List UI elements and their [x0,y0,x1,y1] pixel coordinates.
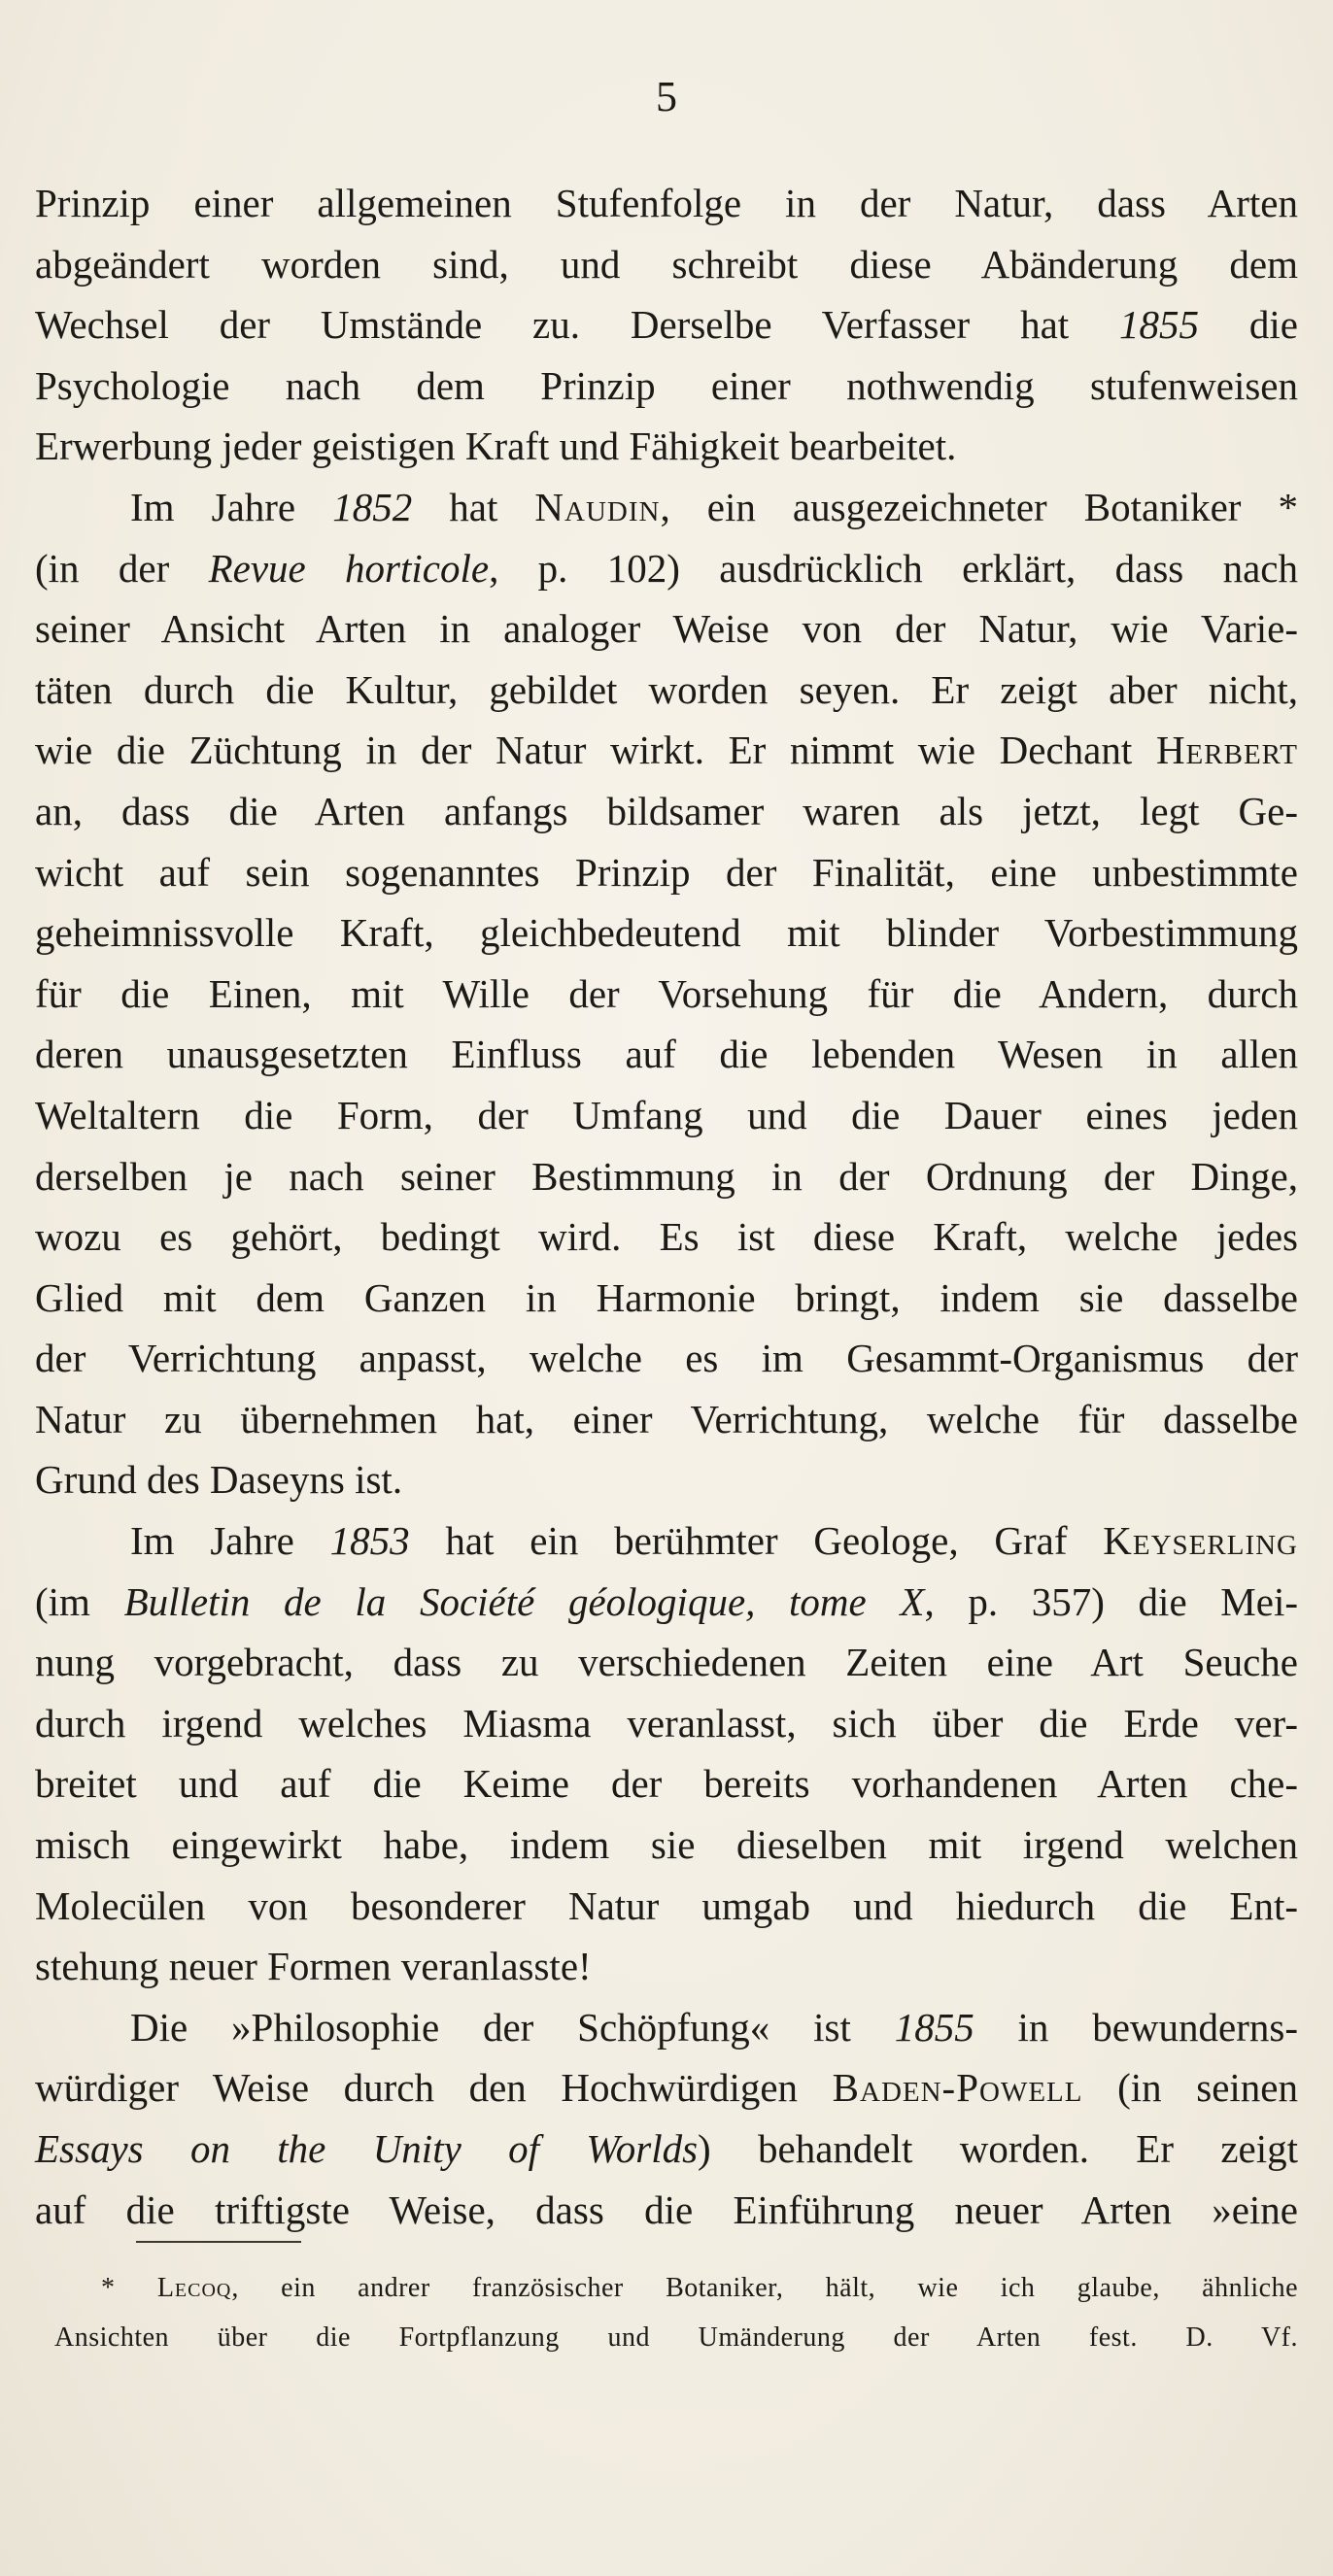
body-text [35,173,1298,2240]
body-line [35,2057,1298,2118]
body-line: Weltaltern die Form, der Umfang und die Dauer eines jeden [35,1092,1298,1137]
italic-text: Bulletin de la Société géologique, tome X [123,1578,925,1624]
text-run: , ein andrer französischer Botaniker, hält, wie ich glaube, ähnliche [231,2273,1299,2303]
author-name: Baden-Powell [832,2065,1083,2111]
body-line: an, dass die Arten anfangs bildsamer waren als jetzt, legt Ge- [35,788,1298,833]
text-run: (in der [35,545,209,591]
italic-text: 1855 [894,2004,974,2050]
text-run: ) behandelt worden. Er zeigt [698,2126,1298,2171]
italic-text: 1853 [329,1518,410,1564]
text-run: , ein ausgezeichneter Botaniker * [660,484,1298,529]
body-line [35,1572,1298,1633]
author-name: Lecoq [156,2273,232,2303]
text-run: , p. 357) die Mei- [924,1578,1298,1624]
text-run: Wechsel der Umstände zu. Derselbe Verfasser hat [35,302,1120,348]
body-line [35,1510,1298,1572]
text-run: würdiger Weise durch den Hochwürdigen [35,2065,833,2111]
body-line: stehung neuer Formen veranlasste! [35,1944,592,1989]
body-line: Psychologie nach dem Prinzip einer nothwendig stufenweisen [35,362,1298,408]
body-line: Prinzip einer allgemeinen Stufenfolge in der Natur, dass Arten [35,181,1298,225]
body-line: durch irgend welches Miasma veranlasst, sich über die Erde ver- [35,1700,1298,1746]
text-run: hat [412,484,535,529]
body-line: der Verrichtung anpasst, welche es im Gesammt-Organismus der [35,1336,1298,1381]
text-run: die [1199,302,1298,348]
italic-text: 1852 [332,484,413,529]
body-line [35,1997,1298,2058]
text-run: wie die Züchtung in der Natur wirkt. Er nimmt wie Dechant [35,728,1156,773]
body-line [35,2118,1298,2180]
italic-text: Essays on the Unity of Worlds [35,2126,699,2171]
text-run: (in seinen [1082,2065,1298,2111]
body-line: wozu es gehört, bedingt wird. Es ist diese Kraft, welche jedes [35,1214,1298,1260]
body-line: deren unausgesetzten Einfluss auf die lebenden Wesen in allen [35,1032,1298,1077]
footnote-line [54,2263,1298,2313]
body-line: Natur zu übernehmen hat, einer Verrichtung, welche für dasselbe [35,1396,1298,1441]
body-line: abgeändert worden sind, und schreibt diese Abänderung dem [35,241,1298,287]
body-line: Molecülen von besonderer Natur umgab und hiedurch die Ent- [35,1882,1298,1928]
body-line [35,538,1298,599]
text-run: Im Jahre [130,1518,330,1564]
author-name: Keyserling [1103,1518,1298,1564]
text-run: , p. 102) ausdrücklich erklärt, dass nach [489,545,1298,591]
body-line [35,477,1298,538]
body-line: nung vorgebracht, dass zu verschiedenen Zeiten eine Art Seuche [35,1640,1298,1685]
body-line [35,294,1298,356]
body-line: täten durch die Kultur, gebildet worden seyen. Er zeigt aber nicht, [35,666,1298,712]
text-run: in bewunderns- [974,2004,1298,2050]
author-name: Naudin [534,484,661,529]
body-line: Erwerbung jeder geistigen Kraft und Fähigkeit bearbeitet. [35,424,957,469]
italic-text: 1855 [1119,302,1200,348]
italic-text: Revue horticole [208,545,490,591]
page-number: 5 [656,73,677,120]
body-line: wicht auf sein sogenanntes Prinzip der Finalität, eine unbestimmte [35,849,1298,895]
text-run: * [101,2273,157,2303]
footnotes [54,2263,1298,2362]
body-line: breitet und auf die Keime der bereits vorhandenen Arten che- [35,1761,1298,1807]
body-line: misch eingewirkt habe, indem sie dieselben mit irgend welchen [35,1822,1298,1868]
text-run: Die »Philosophie der Schöpfung« ist [130,2004,895,2050]
text-run: Im Jahre [130,484,333,529]
text-run: (im [35,1578,124,1624]
body-line: seiner Ansicht Arten in analoger Weise von der Natur, wie Varie- [35,606,1298,652]
body-line: Grund des Daseyns ist. [35,1457,403,1503]
body-line [35,720,1298,781]
body-line: geheimnissvolle Kraft, gleichbedeutend mit blinder Vorbestimmung [35,910,1298,956]
body-line: auf die triftigste Weise, dass die Einführung neuer Arten »eine [35,2186,1298,2232]
text-run: hat ein berühmter Geologe, Graf [409,1518,1104,1564]
body-line: für die Einen, mit Wille der Vorsehung für die Andern, durch [35,970,1298,1016]
footnote-line: Ansichten über die Fortpflanzung und Umänderung der Arten fest. D. Vf. [54,2322,1298,2353]
body-line: derselben je nach seiner Bestimmung in der Ordnung der Dinge, [35,1153,1298,1199]
footnote-rule [136,2241,301,2243]
body-line: Glied mit dem Ganzen in Harmonie bringt, indem sie dasselbe [35,1274,1298,1320]
author-name: Herbert [1155,728,1298,773]
